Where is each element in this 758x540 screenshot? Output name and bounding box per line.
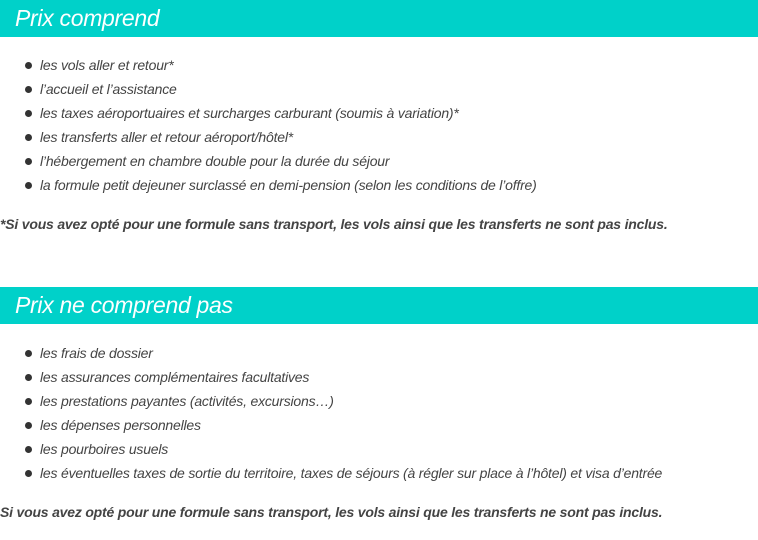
list-item: l’accueil et l’assistance: [0, 77, 758, 101]
list-item: les taxes aéroportuaires et surcharges carburant (soumis à variation)*: [0, 101, 758, 125]
list-item: les pourboires usuels: [0, 437, 758, 461]
list-item: la formule petit dejeuner surclassé en demi-pension (selon les conditions de l’offre): [0, 173, 758, 197]
included-note: *Si vous avez opté pour une formule sans transport, les vols ainsi que les transferts ne sont pas inclus.: [0, 216, 668, 232]
excluded-list: [0, 341, 758, 485]
excluded-heading: Prix ne comprend pas: [0, 287, 758, 324]
list-item: les assurances complémentaires facultatives: [0, 365, 758, 389]
list-item: les transferts aller et retour aéroport/hôtel*: [0, 125, 758, 149]
included-list: [0, 53, 758, 197]
excluded-note: Si vous avez opté pour une formule sans transport, les vols ainsi que les transferts ne sont pas inclus.: [0, 504, 663, 520]
list-item: les frais de dossier: [0, 341, 758, 365]
list-item: l’hébergement en chambre double pour la durée du séjour: [0, 149, 758, 173]
list-item: les prestations payantes (activités, excursions…): [0, 389, 758, 413]
list-item: les dépenses personnelles: [0, 413, 758, 437]
included-heading: Prix comprend: [0, 0, 758, 37]
list-item: les éventuelles taxes de sortie du territoire, taxes de séjours (à régler sur place à l’hôtel) et visa d’entrée: [0, 461, 758, 485]
list-item: les vols aller et retour*: [0, 53, 758, 77]
